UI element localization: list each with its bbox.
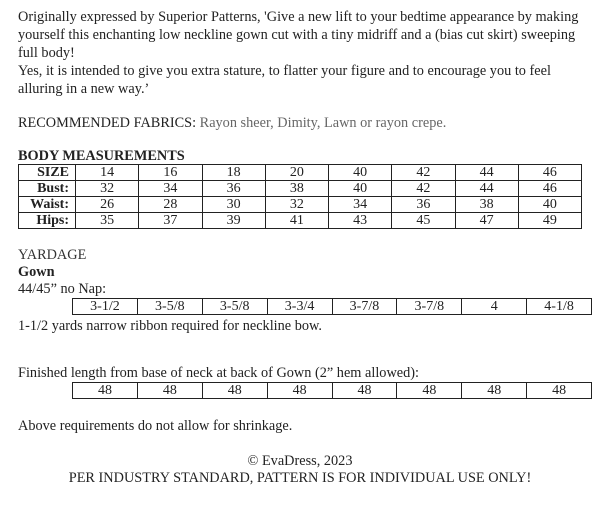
measurement-cell: 44: [455, 181, 518, 197]
finished-length-cell: 48: [462, 383, 527, 399]
finished-length-table: [72, 382, 592, 399]
yardage-cell: 3-7/8: [332, 299, 397, 315]
body-measurements-title: BODY MEASUREMENTS: [18, 148, 185, 164]
yardage-cell: 3-3/4: [267, 299, 332, 315]
measurement-cell: 38: [455, 197, 518, 213]
fabrics-list: Rayon sheer, Dimity, Lawn or rayon crepe.: [199, 115, 447, 131]
finished-length-label: Finished length from base of neck at back of Gown (2” hem allowed):: [18, 365, 419, 381]
body-measurements-table: [18, 164, 582, 229]
measurement-cell: 42: [392, 165, 455, 181]
measurement-cell: 40: [329, 181, 392, 197]
measurement-row: [19, 165, 582, 181]
measurement-cell: 32: [76, 181, 139, 197]
recommended-fabrics: [18, 114, 588, 132]
finished-length-cell: 48: [202, 383, 267, 399]
measurement-cell: 49: [518, 213, 581, 229]
yardage-cell: 3-1/2: [73, 299, 138, 315]
finished-length-cell: 48: [137, 383, 202, 399]
yardage-title: YARDAGE: [18, 247, 87, 263]
measurement-row: [19, 213, 582, 229]
measurement-row: [19, 181, 582, 197]
measurement-row-label: Waist:: [19, 197, 76, 213]
intro-line-1: Originally expressed by Superior Patterns, 'Give a new lift to your bedtime appearance by making yourself this enchanting low neckline gown cut with a tiny midriff and a (bias cut skirt) sweeping full body!: [18, 9, 579, 61]
measurement-cell: 32: [265, 197, 328, 213]
yardage-table: [72, 298, 592, 315]
measurement-cell: 34: [139, 181, 202, 197]
measurement-cell: 45: [392, 213, 455, 229]
measurement-cell: 38: [265, 181, 328, 197]
measurement-row-label: Hips:: [19, 213, 76, 229]
measurement-cell: 34: [329, 197, 392, 213]
shrinkage-note: Above requirements do not allow for shrinkage.: [18, 418, 293, 434]
yardage-row: [73, 299, 592, 315]
measurement-cell: 40: [329, 165, 392, 181]
footer: [18, 453, 582, 487]
measurement-cell: 43: [329, 213, 392, 229]
yardage-cell: 3-5/8: [202, 299, 267, 315]
yardage-cell: 4: [462, 299, 527, 315]
measurement-cell: 30: [202, 197, 265, 213]
measurement-cell: 18: [202, 165, 265, 181]
measurement-cell: 40: [518, 197, 581, 213]
intro-text: [18, 8, 588, 98]
measurement-cell: 26: [76, 197, 139, 213]
measurement-cell: 28: [139, 197, 202, 213]
copyright: © EvaDress, 2023: [247, 453, 353, 469]
pattern-info-page: [18, 8, 588, 487]
finished-length-cell: 48: [397, 383, 462, 399]
measurement-cell: 16: [139, 165, 202, 181]
measurement-cell: 41: [265, 213, 328, 229]
nap-label: 44/45” no Nap:: [18, 281, 107, 297]
measurement-cell: 46: [518, 165, 581, 181]
measurement-cell: 35: [76, 213, 139, 229]
usage-notice: PER INDUSTRY STANDARD, PATTERN IS FOR INDIVIDUAL USE ONLY!: [68, 470, 532, 486]
finished-length-row: [73, 383, 592, 399]
gown-label: Gown: [18, 264, 55, 280]
measurement-cell: 46: [518, 181, 581, 197]
finished-length-cell: 48: [73, 383, 138, 399]
finished-length-cell: 48: [527, 383, 592, 399]
measurement-cell: 42: [392, 181, 455, 197]
measurement-row-label: SIZE: [19, 165, 76, 181]
measurement-cell: 36: [392, 197, 455, 213]
measurement-cell: 44: [455, 165, 518, 181]
measurement-cell: 39: [202, 213, 265, 229]
fabrics-label: RECOMMENDED FABRICS:: [18, 115, 197, 131]
intro-line-2: Yes, it is intended to give you extra stature, to flatter your figure and to encourage you to feel alluring in a new way.’: [18, 63, 551, 97]
measurement-cell: 47: [455, 213, 518, 229]
measurement-row-label: Bust:: [19, 181, 76, 197]
yardage-cell: 3-7/8: [397, 299, 462, 315]
ribbon-note: 1-1/2 yards narrow ribbon required for neckline bow.: [18, 318, 322, 334]
yardage-cell: 4-1/8: [527, 299, 592, 315]
measurement-cell: 14: [76, 165, 139, 181]
measurement-cell: 20: [265, 165, 328, 181]
measurement-cell: 37: [139, 213, 202, 229]
measurement-cell: 36: [202, 181, 265, 197]
finished-length-cell: 48: [267, 383, 332, 399]
measurement-row: [19, 197, 582, 213]
finished-length-cell: 48: [332, 383, 397, 399]
yardage-cell: 3-5/8: [137, 299, 202, 315]
